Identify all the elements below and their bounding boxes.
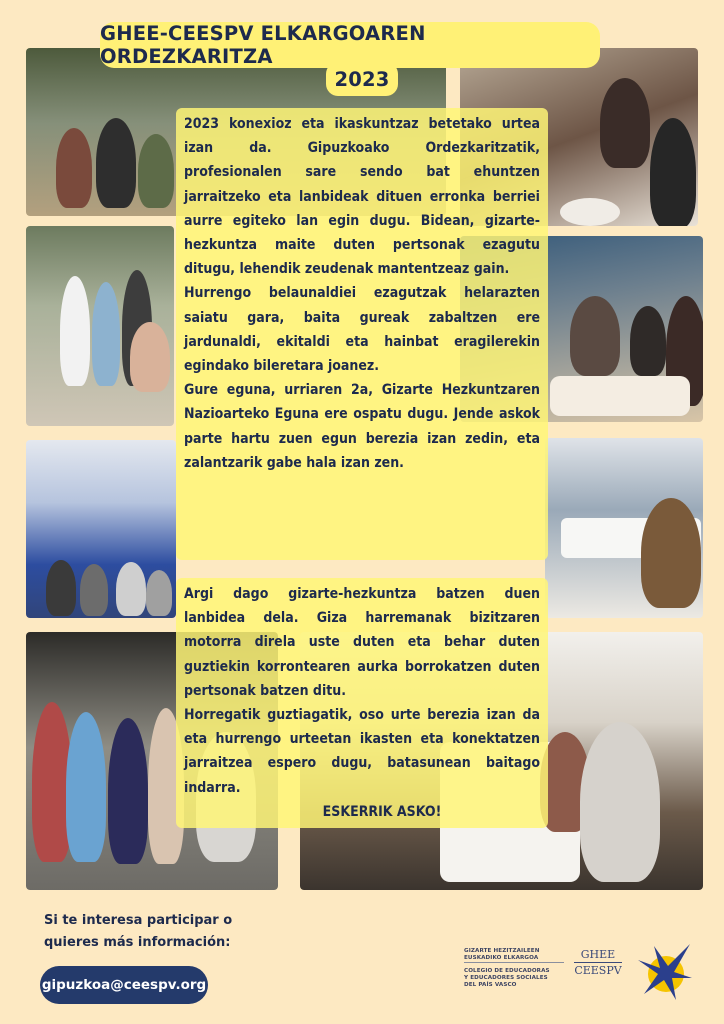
thanks-text: ESKERRIK ASKO! (322, 803, 442, 820)
logo-ceespv: CEESPV (574, 964, 622, 977)
paragraph-intro: 2023 konexioz eta ikaskuntzaz betetako urtea izan da. Gipuzkoako Ordezkaritzatik, profesionalen sare sendo bat ehuntzen jarraitzeko eta lanbideak dituen erronka berriei aurre egiteko lan egin dugu. Bidean, gizarte-hezkuntza maite duten pertsonak ezagutu ditugu, lehendik zeudenak mantentzeaz gain. (184, 116, 540, 278)
text-block-top (176, 108, 548, 560)
year-banner (326, 62, 398, 96)
page-year: 2023 (334, 67, 390, 91)
logo-line-3: COLEGIO DE EDUCADORAS (464, 968, 550, 974)
logo-text (464, 948, 566, 989)
logo-emblem-icon (632, 938, 696, 1004)
photo-group-street (26, 226, 174, 426)
page-title: GHEE-CEESPV ELKARGOAREN ORDEZKARITZA (100, 22, 426, 68)
footer-question (44, 910, 244, 954)
logo-line-2: EUSKADIKO ELKARGOA (464, 955, 539, 961)
logo-line-4: Y EDUCADORES SOCIALES (464, 975, 548, 981)
paragraph-closing: Horregatik guztiagatik, oso urte berezia izan da eta hurrengo urteetan ikasten eta konektatzen jarraitzea espero dugu, batasunean baitago indarra. (184, 707, 540, 796)
paragraph-knowledge: Hurrengo belaunaldiei ezagutzak helarazten saiatu gara, baita gureak zabaltzen ere jardunaldi, ekitaldi eta hainbat eragilerekin egindako bileretara joanez. (184, 285, 540, 375)
photo-sports-hall (26, 440, 176, 618)
organization-logo (464, 938, 704, 1004)
paragraph-day: Gure eguna, urriaren 2a, Gizarte Hezkuntzaren Nazioarteko Eguna ere ospatu dugu. Jende askok parte hartu zuen egun berezia izan zedin, eta zalantzarik gabe hala izan zen. (184, 382, 540, 471)
logo-line-5: DEL PAÍS VASCO (464, 982, 517, 988)
email-link[interactable]: gipuzkoa@ceespv.org (40, 966, 208, 1004)
logo-ghee: GHEE (580, 948, 616, 961)
logo-line-1: GIZARTE HEZITZAILEEN (464, 948, 540, 954)
photo-meeting-table (545, 438, 703, 618)
footer-question-line-2: quieres más información: (44, 935, 231, 950)
footer-question-line-1: Si te interesa participar o (44, 913, 233, 928)
paragraph-profession: Argi dago gizarte-hezkuntza batzen duen lanbidea dela. Giza harremanak bizitzaren motorra direla uste duten eta behar duten guztiekin korrontearen aurka borrokatzen duten pertsonak batzen ditu. (184, 586, 540, 699)
logo-divider (464, 962, 564, 963)
logo-acronym (568, 948, 628, 977)
text-block-bottom (176, 578, 548, 828)
